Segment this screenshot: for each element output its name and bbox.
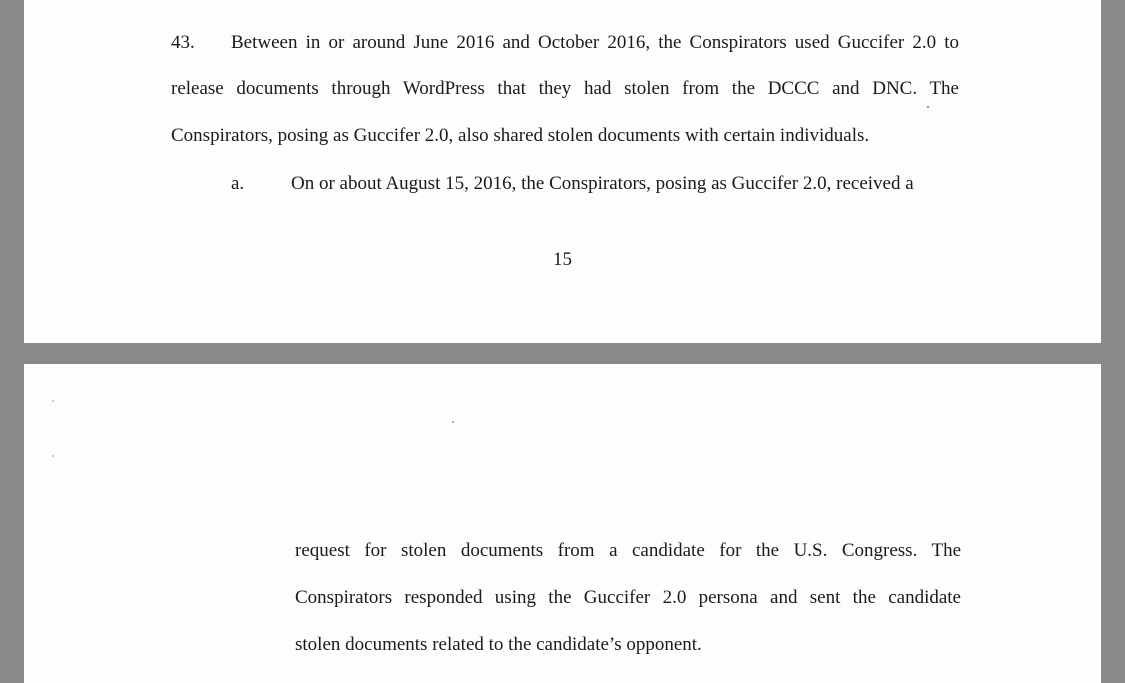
scan-speck [52,400,54,402]
continuation-line-2: Conspirators responded using the Guccifer 2.0 persona and sent the candidate [295,587,961,608]
document-page-bottom [24,364,1101,683]
continuation-line-1: request for stolen documents from a candidate for the U.S. Congress. The [295,540,961,561]
paragraph-43-line-1: Between in or around June 2016 and October 2016, the Conspirators used Guccifer 2.0 to [231,32,959,53]
scan-speck [52,455,54,457]
scan-speck [452,421,454,423]
page-gap [0,343,1125,364]
page-number: 15 [553,249,572,270]
subparagraph-a-line-1: On or about August 15, 2016, the Conspirators, posing as Guccifer 2.0, received a [291,173,914,194]
document-page-top [24,0,1101,343]
continuation-line-3: stolen documents related to the candidate’s opponent. [295,634,702,655]
subparagraph-label: a. [231,173,245,194]
paragraph-43-line-3: Conspirators, posing as Guccifer 2.0, also shared stolen documents with certain individuals. [171,125,870,146]
paragraph-43-line-2: release documents through WordPress that they had stolen from the DCCC and DNC. The [171,78,959,99]
scan-speck [927,106,929,108]
paragraph-number: 43. [171,32,195,53]
